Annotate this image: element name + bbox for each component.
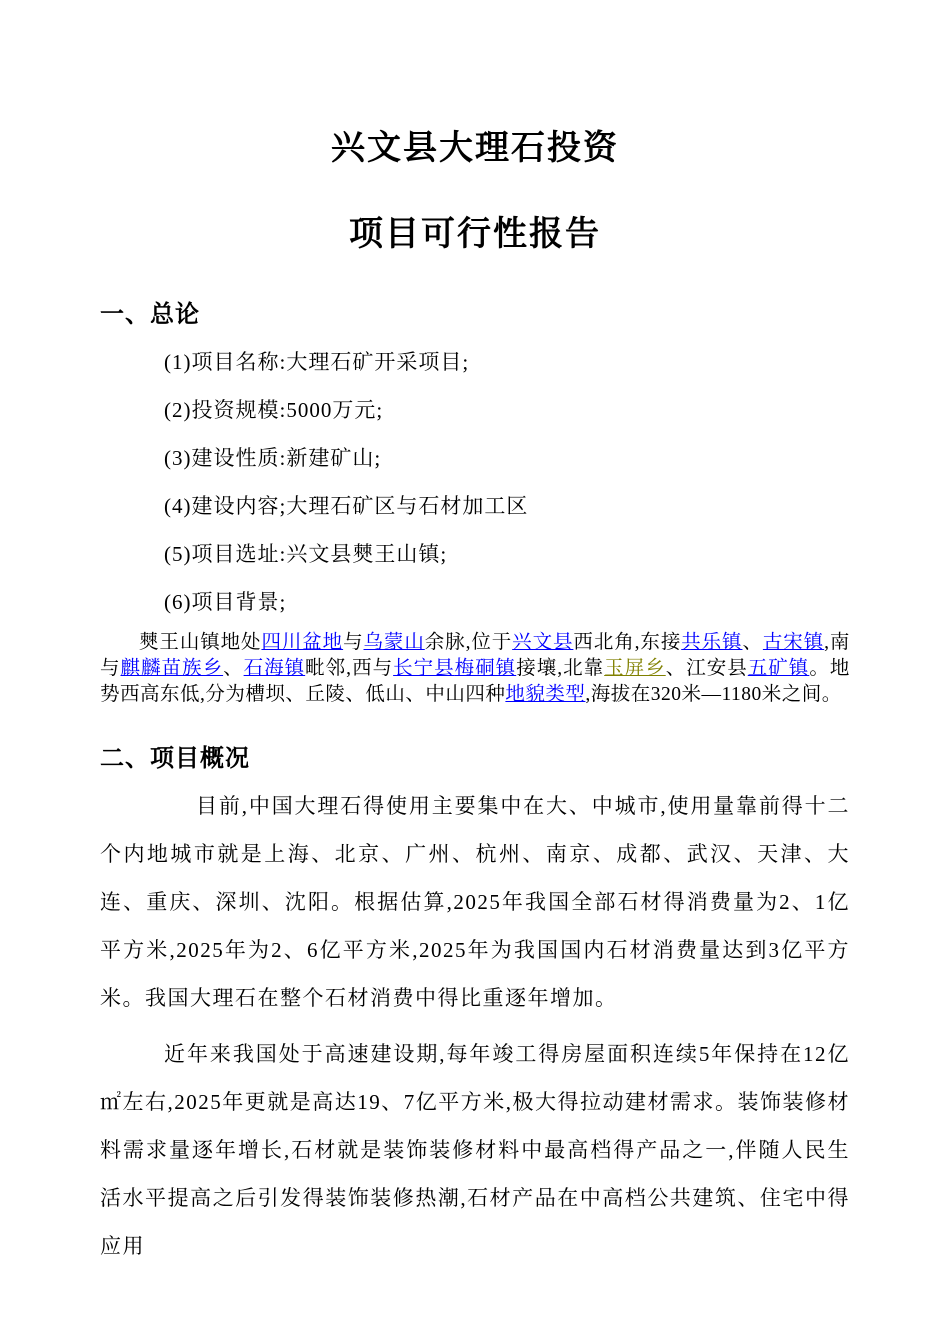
visited-hyperlink[interactable]: 玉屏乡 — [604, 658, 666, 679]
project-background-paragraph — [100, 630, 850, 708]
hyperlink[interactable]: 五矿镇 — [747, 658, 810, 679]
profile-paragraph-2: 近年来我国处于高速建设期,每年竣工得房屋面积连续5年保持在12亿㎡左右,2025年更就是高达19、7亿平方米,极大得拉动建材需求。装饰装修材料需求量逐年增长,石材就是装饰装修材料中最高档得产品之一,伴随人民生活水平提高之后引发得装饰装修热潮,石材产品在中高档公共建筑、住宅中得应用 — [100, 1042, 850, 1258]
text-run: 接壤,北靠 — [516, 658, 605, 679]
profile-paragraph-1: 目前,中国大理石得使用主要集中在大、中城市,使用量靠前得十二个内地城市就是上海、北京、广州、杭州、南京、成都、武汉、天津、大连、重庆、深圳、沈阳。根据估算,2025年我国全部石材得消费量为2、1亿平方米,2025年为2、6亿平方米,2025年为我国国内石材消费量达到3亿平方米。我国大理石在整个石材消费中得比重逐年增加。 — [100, 794, 850, 1010]
overview-item-project-background: (6)项目背景; — [164, 590, 287, 614]
overview-item-project-name: (1)项目名称:大理石矿开采项目; — [164, 350, 470, 374]
document-title-line-1: 兴文县大理石投资 — [331, 130, 619, 167]
hyperlink[interactable]: 石海镇 — [243, 658, 306, 679]
hyperlink[interactable]: 梅硐镇 — [454, 658, 517, 679]
text-run: 与 — [343, 632, 364, 653]
hyperlink[interactable]: 长宁县 — [393, 658, 455, 679]
text-run: 。地势西高东低,分为槽坝、丘陵、低山、中山四种 — [100, 658, 850, 705]
document-title-line-2: 项目可行性报告 — [349, 216, 601, 253]
hyperlink[interactable]: 地貌类型 — [505, 684, 586, 705]
overview-item-list — [100, 338, 850, 626]
hyperlink[interactable]: 共乐镇 — [681, 632, 743, 653]
hyperlink[interactable]: 古宋镇 — [762, 632, 825, 653]
overview-item-construction-content: (4)建设内容;大理石矿区与石材加工区 — [164, 494, 529, 518]
section-heading-overview: 一、总论 — [100, 302, 200, 328]
text-run: 余脉,位于 — [424, 632, 513, 653]
text-run: 、 — [742, 632, 763, 653]
text-run: 、 — [223, 658, 244, 679]
overview-item-construction-nature: (3)建设性质:新建矿山; — [164, 446, 382, 470]
text-run: ,海拔在320米—1180米之间。 — [585, 684, 842, 705]
overview-item-investment-scale: (2)投资规模:5000万元; — [164, 398, 384, 422]
overview-item-project-site: (5)项目选址:兴文县僰王山镇; — [164, 542, 448, 566]
hyperlink[interactable]: 兴文县 — [512, 632, 574, 653]
text-run: 西北角,东接 — [573, 632, 682, 653]
text-run: ,南与 — [100, 632, 850, 679]
text-run: 、江安县 — [665, 658, 748, 679]
hyperlink[interactable]: 麒麟苗族乡 — [120, 658, 224, 679]
text-run: 僰王山镇地处 — [139, 632, 262, 653]
section-heading-project-profile: 二、项目概况 — [100, 746, 250, 772]
hyperlink[interactable]: 四川盆地 — [261, 632, 344, 653]
hyperlink[interactable]: 乌蒙山 — [363, 632, 425, 653]
text-run: 毗邻,西与 — [305, 658, 394, 679]
